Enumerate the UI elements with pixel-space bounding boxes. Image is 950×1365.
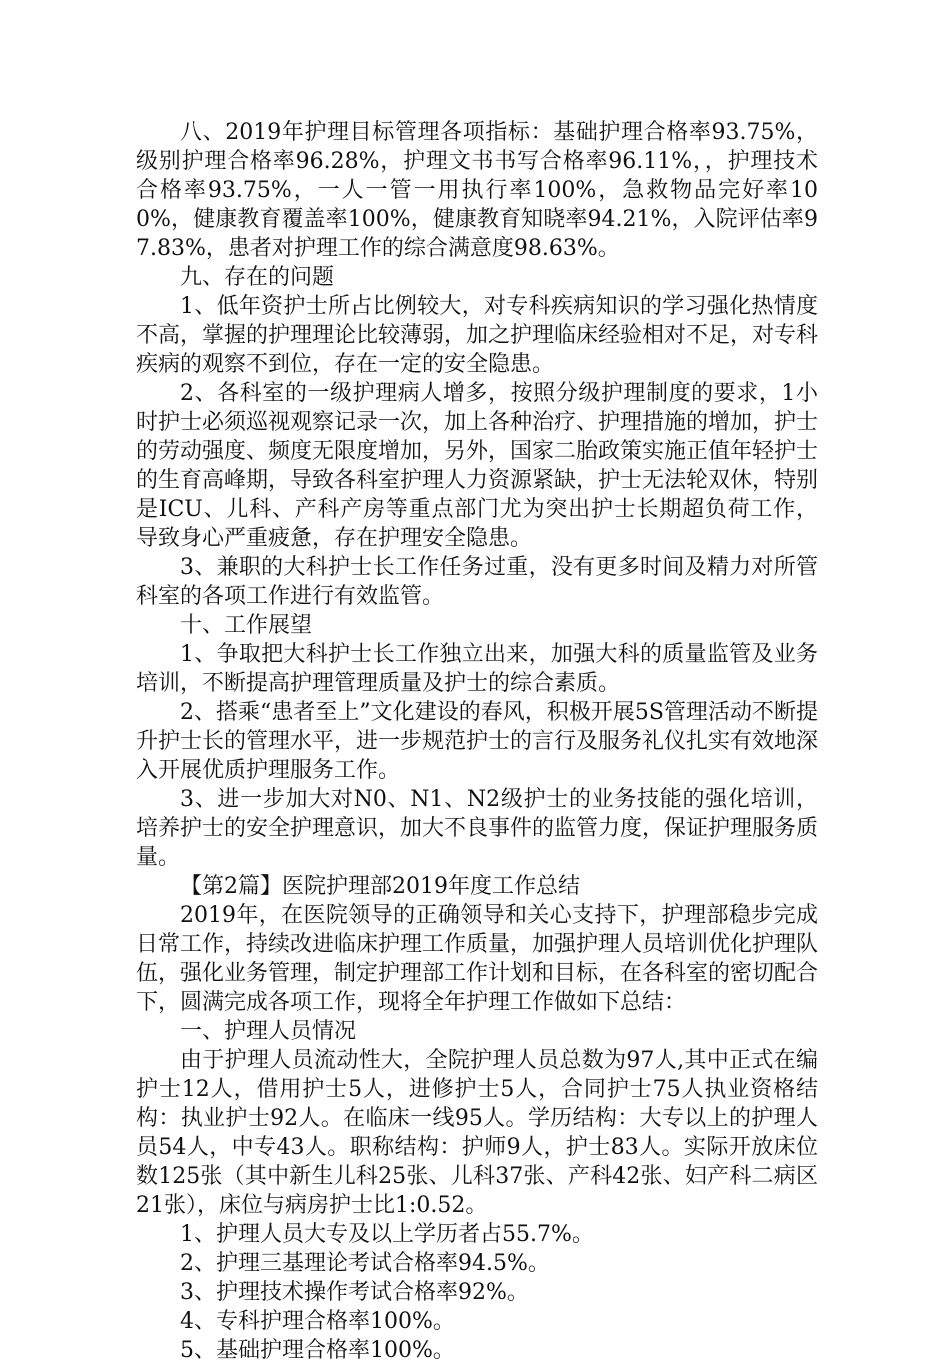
list-item-theory-exam-rate: 2、护理三基理论考试合格率94.5%。 (180, 1251, 550, 1276)
paragraph-problem-3: 3、兼职的大科护士长工作任务过重，没有更多时间及精力对所管科室的各项工作进行有效监管。 (136, 555, 818, 609)
list-item-education-rate: 1、护理人员大专及以上学历者占55.7%。 (180, 1222, 594, 1247)
paragraph-problem-2: 2、各科室的一级护理病人增多，按照分级护理制度的要求，1小时护士必须巡视观察记录一次，加上各种治疗、护理措施的增加，护士的劳动强度、频度无限度增加，另外，国家二胎政策实施正值年轻护士的生育高峰期，导致各科室护理人力资源紧缺，护士无法轮双休，特别是ICU、儿科、产科产房等重点部门尤为突出护士长期超负荷工作，导致身心严重疲惫，存在护理安全隐患。 (136, 381, 819, 551)
heading-work-outlook: 十、工作展望 (180, 613, 313, 638)
list-item-basic-care-rate: 5、基础护理合格率100%。 (180, 1338, 455, 1363)
heading-existing-problems: 九、存在的问题 (180, 265, 335, 290)
paragraph-staff-details: 由于护理人员流动性大，全院护理人员总数为97人,其中正式在编护士12人，借用护士5人，进修护士5人，合同护士75人执业资格结构：执业护士92人。在临床一线95人。学历结构：大专以上的护理人员54人，中专43人。职称结构：护师9人，护士83人。实际开放床位数125张（其中新生儿科25张、儿科37张、产科42张、妇产科二病区21张），床位与病房护士比1:0.52。 (136, 1048, 818, 1218)
paragraph-problem-1: 1、低年资护士所占比例较大，对专科疾病知识的学习强化热情度不高，掌握的护理理论比较薄弱，加之护理临床经验相对不足，对专科疾病的观察不到位，存在一定的安全隐患。 (136, 294, 819, 377)
list-item-specialty-care-rate: 4、专科护理合格率100%。 (180, 1309, 455, 1334)
heading-staff-situation: 一、护理人员情况 (180, 1019, 357, 1044)
list-item-skill-exam-rate: 3、护理技术操作考试合格率92%。 (180, 1280, 529, 1305)
paragraph-nursing-targets: 八、2019年护理目标管理各项指标：基础护理合格率93.75%，级别护理合格率96.28%，护理文书书写合格率96.11%，，护理技术合格率93.75%，一人一管一用执行率100%，急救物品完好率100%，健康教育覆盖率100%，健康教育知晓率94.21%，入院评估率97.83%，患者对护理工作的综合满意度98.63%。 (136, 120, 818, 261)
paragraph-outlook-2: 2、搭乘“患者至上”文化建设的春风，积极开展5S管理活动不断提升护士长的管理水平，进一步规范护士的言行及服务礼仪扎实有效地深入开展优质护理服务工作。 (136, 700, 819, 783)
paragraph-outlook-3: 3、进一步加大对N0、N1、N2级护士的业务技能的强化培训，培养护士的安全护理意识，加大不良事件的监管力度，保证护理服务质量。 (136, 787, 819, 870)
paragraph-article-2-intro: 2019年，在医院领导的正确领导和关心支持下，护理部稳步完成日常工作，持续改进临床护理工作质量，加强护理人员培训优化护理队伍，强化业务管理，制定护理部工作计划和目标，在各科室的密切配合下，圆满完成各项工作，现将全年护理工作做如下总结： (136, 903, 819, 1015)
heading-article-2: 【第2篇】医院护理部2019年度工作总结 (180, 874, 580, 899)
document-body (136, 118, 818, 1365)
paragraph-outlook-1: 1、争取把大科护士长工作独立出来，加强大科的质量监管及业务培训，不断提高护理管理质量及护士的综合素质。 (136, 642, 818, 696)
